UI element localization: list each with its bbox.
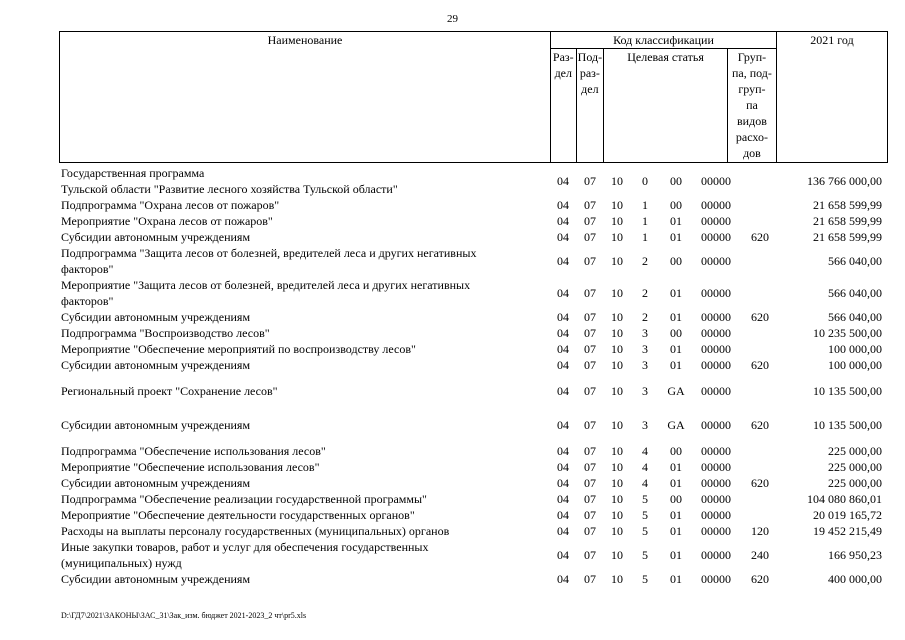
cell-event: 01 bbox=[670, 460, 682, 474]
cell-amount: 21 658 599,99 bbox=[813, 214, 882, 228]
row-name-line: факторов" bbox=[61, 262, 114, 276]
cell-podrazdel: 07 bbox=[584, 198, 596, 212]
row-name-line: Субсидии автономным учреждениям bbox=[61, 476, 251, 490]
cell-razdel: 04 bbox=[557, 174, 569, 188]
cell-direction: 00000 bbox=[701, 358, 731, 372]
row-name-line: Тульской области "Развитие лесного хозяйства Тульской области" bbox=[61, 182, 398, 196]
cell-direction: 00000 bbox=[701, 524, 731, 538]
cell-event: 01 bbox=[670, 476, 682, 490]
row-name bbox=[61, 309, 531, 325]
cell-event: 01 bbox=[670, 214, 682, 228]
cell-razdel: 04 bbox=[557, 230, 569, 244]
cell-direction: 00000 bbox=[701, 310, 731, 324]
cell-subprogram: 3 bbox=[642, 326, 648, 340]
cell-group: 240 bbox=[751, 548, 769, 562]
cell-amount: 19 452 215,49 bbox=[813, 524, 882, 538]
row-name-line: Расходы на выплаты персоналу государственных (муниципальных) органов bbox=[61, 524, 450, 538]
table-header bbox=[59, 31, 888, 163]
cell-amount: 566 040,00 bbox=[828, 254, 882, 268]
cell-amount: 21 658 599,99 bbox=[813, 230, 882, 244]
row-name-line: Подпрограмма "Защита лесов от болезней, вредителей леса и других негативных bbox=[61, 246, 477, 260]
cell-amount: 10 235 500,00 bbox=[813, 326, 882, 340]
row-name-line: Субсидии автономным учреждениям bbox=[61, 572, 251, 586]
cell-amount: 400 000,00 bbox=[828, 572, 882, 586]
row-name bbox=[61, 197, 531, 213]
cell-razdel: 04 bbox=[557, 492, 569, 506]
row-name bbox=[61, 383, 531, 399]
header-razdel: Раз- дел bbox=[551, 49, 577, 163]
cell-amount: 566 040,00 bbox=[828, 310, 882, 324]
cell-event: 01 bbox=[670, 508, 682, 522]
cell-subprogram: 5 bbox=[642, 572, 648, 586]
cell-direction: 00000 bbox=[701, 326, 731, 340]
cell-event: 00 bbox=[670, 254, 682, 268]
cell-podrazdel: 07 bbox=[584, 286, 596, 300]
cell-podrazdel: 07 bbox=[584, 342, 596, 356]
row-name-line: Мероприятие "Защита лесов от болезней, вредителей леса и других негативных bbox=[61, 278, 471, 292]
cell-direction: 00000 bbox=[701, 572, 731, 586]
cell-program: 10 bbox=[611, 444, 623, 458]
cell-razdel: 04 bbox=[557, 548, 569, 562]
cell-direction: 00000 bbox=[701, 214, 731, 228]
cell-subprogram: 2 bbox=[642, 310, 648, 324]
cell-podrazdel: 07 bbox=[584, 572, 596, 586]
row-name bbox=[61, 213, 531, 229]
cell-subprogram: 2 bbox=[642, 286, 648, 300]
header-code: Код классификации bbox=[551, 32, 777, 49]
cell-amount: 10 135 500,00 bbox=[813, 384, 882, 398]
row-name-line: Субсидии автономным учреждениям bbox=[61, 310, 251, 324]
cell-direction: 00000 bbox=[701, 460, 731, 474]
row-name-line: Субсидии автономным учреждениям bbox=[61, 358, 251, 372]
cell-podrazdel: 07 bbox=[584, 326, 596, 340]
cell-razdel: 04 bbox=[557, 418, 569, 432]
cell-podrazdel: 07 bbox=[584, 418, 596, 432]
header-year: 2021 год bbox=[777, 32, 888, 163]
cell-event: 01 bbox=[670, 342, 682, 356]
cell-direction: 00000 bbox=[701, 548, 731, 562]
row-name bbox=[61, 417, 531, 433]
row-name-line: Субсидии автономным учреждениям bbox=[61, 418, 251, 432]
cell-amount: 20 019 165,72 bbox=[813, 508, 882, 522]
row-name bbox=[61, 539, 531, 571]
header-name: Наименование bbox=[60, 32, 551, 163]
cell-razdel: 04 bbox=[557, 476, 569, 490]
cell-event: 01 bbox=[670, 358, 682, 372]
row-name bbox=[61, 245, 531, 277]
cell-direction: 00000 bbox=[701, 384, 731, 398]
cell-amount: 225 000,00 bbox=[828, 460, 882, 474]
cell-group: 620 bbox=[751, 310, 769, 324]
cell-subprogram: 3 bbox=[642, 384, 648, 398]
cell-event: 01 bbox=[670, 572, 682, 586]
header-podrazdel: Под- раз- дел bbox=[576, 49, 604, 163]
cell-podrazdel: 07 bbox=[584, 174, 596, 188]
file-path-footer: D:\ГД7\2021\ЗАКОНЫ\ЗАС_31\Зак_изм. бюджет 2021-2023_2 чт\pr5.xls bbox=[61, 611, 307, 620]
cell-podrazdel: 07 bbox=[584, 508, 596, 522]
cell-podrazdel: 07 bbox=[584, 214, 596, 228]
row-name bbox=[61, 491, 531, 507]
cell-program: 10 bbox=[611, 198, 623, 212]
cell-podrazdel: 07 bbox=[584, 524, 596, 538]
cell-event: GA bbox=[667, 418, 685, 432]
cell-event: 01 bbox=[670, 524, 682, 538]
cell-program: 10 bbox=[611, 524, 623, 538]
cell-direction: 00000 bbox=[701, 508, 731, 522]
row-name bbox=[61, 443, 531, 459]
cell-subprogram: 5 bbox=[642, 548, 648, 562]
cell-subprogram: 1 bbox=[642, 214, 648, 228]
cell-razdel: 04 bbox=[557, 524, 569, 538]
cell-subprogram: 4 bbox=[642, 460, 648, 474]
row-name-line: Подпрограмма "Обеспечение использования лесов" bbox=[61, 444, 326, 458]
cell-event: 01 bbox=[670, 230, 682, 244]
cell-subprogram: 5 bbox=[642, 492, 648, 506]
cell-program: 10 bbox=[611, 214, 623, 228]
cell-subprogram: 3 bbox=[642, 418, 648, 432]
cell-razdel: 04 bbox=[557, 326, 569, 340]
cell-subprogram: 5 bbox=[642, 524, 648, 538]
row-name-line: Иные закупки товаров, работ и услуг для обеспечения государственных bbox=[61, 540, 429, 554]
cell-razdel: 04 bbox=[557, 572, 569, 586]
row-name-line: Государственная программа bbox=[61, 166, 205, 180]
cell-subprogram: 0 bbox=[642, 174, 648, 188]
row-name bbox=[61, 459, 531, 475]
cell-subprogram: 3 bbox=[642, 358, 648, 372]
cell-podrazdel: 07 bbox=[584, 358, 596, 372]
cell-razdel: 04 bbox=[557, 508, 569, 522]
cell-group: 620 bbox=[751, 476, 769, 490]
row-name-line: Мероприятие "Охрана лесов от пожаров" bbox=[61, 214, 273, 228]
cell-razdel: 04 bbox=[557, 460, 569, 474]
cell-amount: 566 040,00 bbox=[828, 286, 882, 300]
cell-program: 10 bbox=[611, 476, 623, 490]
cell-program: 10 bbox=[611, 174, 623, 188]
cell-amount: 136 766 000,00 bbox=[807, 174, 882, 188]
cell-program: 10 bbox=[611, 492, 623, 506]
cell-event: 00 bbox=[670, 444, 682, 458]
cell-program: 10 bbox=[611, 230, 623, 244]
cell-program: 10 bbox=[611, 286, 623, 300]
row-name-line: Мероприятие "Обеспечение использования лесов" bbox=[61, 460, 320, 474]
cell-podrazdel: 07 bbox=[584, 230, 596, 244]
cell-podrazdel: 07 bbox=[584, 444, 596, 458]
cell-amount: 225 000,00 bbox=[828, 476, 882, 490]
cell-event: 01 bbox=[670, 548, 682, 562]
cell-event: 00 bbox=[670, 198, 682, 212]
cell-direction: 00000 bbox=[701, 230, 731, 244]
row-name bbox=[61, 475, 531, 491]
cell-subprogram: 2 bbox=[642, 254, 648, 268]
cell-group: 620 bbox=[751, 230, 769, 244]
cell-group: 120 bbox=[751, 524, 769, 538]
row-name bbox=[61, 357, 531, 373]
cell-event: 00 bbox=[670, 492, 682, 506]
cell-razdel: 04 bbox=[557, 444, 569, 458]
cell-event: 00 bbox=[670, 174, 682, 188]
cell-subprogram: 1 bbox=[642, 230, 648, 244]
cell-program: 10 bbox=[611, 384, 623, 398]
cell-event: GA bbox=[667, 384, 685, 398]
cell-podrazdel: 07 bbox=[584, 476, 596, 490]
row-name bbox=[61, 571, 531, 587]
row-name-line: Субсидии автономным учреждениям bbox=[61, 230, 251, 244]
cell-group: 620 bbox=[751, 418, 769, 432]
cell-program: 10 bbox=[611, 418, 623, 432]
cell-event: 01 bbox=[670, 310, 682, 324]
row-name-line: Подпрограмма "Охрана лесов от пожаров" bbox=[61, 198, 280, 212]
cell-direction: 00000 bbox=[701, 418, 731, 432]
cell-razdel: 04 bbox=[557, 214, 569, 228]
cell-razdel: 04 bbox=[557, 342, 569, 356]
cell-amount: 104 080 860,01 bbox=[807, 492, 882, 506]
row-name-line: Мероприятие "Обеспечение мероприятий по воспроизводству лесов" bbox=[61, 342, 416, 356]
row-name-line: Мероприятие "Обеспечение деятельности государственных органов" bbox=[61, 508, 415, 522]
cell-amount: 166 950,23 bbox=[828, 548, 882, 562]
row-name bbox=[61, 341, 531, 357]
cell-podrazdel: 07 bbox=[584, 460, 596, 474]
cell-razdel: 04 bbox=[557, 358, 569, 372]
cell-amount: 21 658 599,99 bbox=[813, 198, 882, 212]
row-name bbox=[61, 277, 531, 309]
cell-subprogram: 5 bbox=[642, 508, 648, 522]
page-number: 29 bbox=[447, 13, 458, 25]
cell-podrazdel: 07 bbox=[584, 384, 596, 398]
cell-event: 01 bbox=[670, 286, 682, 300]
cell-podrazdel: 07 bbox=[584, 310, 596, 324]
cell-direction: 00000 bbox=[701, 342, 731, 356]
row-name-line: факторов" bbox=[61, 294, 114, 308]
cell-direction: 00000 bbox=[701, 198, 731, 212]
header-celevaya: Целевая статья bbox=[604, 49, 728, 163]
cell-program: 10 bbox=[611, 460, 623, 474]
row-name-line: Подпрограмма "Обеспечение реализации государственной программы" bbox=[61, 492, 427, 506]
cell-subprogram: 3 bbox=[642, 342, 648, 356]
row-name bbox=[61, 523, 531, 539]
cell-direction: 00000 bbox=[701, 286, 731, 300]
cell-subprogram: 4 bbox=[642, 444, 648, 458]
cell-program: 10 bbox=[611, 572, 623, 586]
cell-amount: 100 000,00 bbox=[828, 358, 882, 372]
cell-group: 620 bbox=[751, 572, 769, 586]
cell-subprogram: 1 bbox=[642, 198, 648, 212]
row-name-line: Региональный проект "Сохранение лесов" bbox=[61, 384, 278, 398]
cell-direction: 00000 bbox=[701, 492, 731, 506]
cell-razdel: 04 bbox=[557, 310, 569, 324]
cell-subprogram: 4 bbox=[642, 476, 648, 490]
row-name-line: Подпрограмма "Воспроизводство лесов" bbox=[61, 326, 270, 340]
cell-program: 10 bbox=[611, 342, 623, 356]
cell-razdel: 04 bbox=[557, 286, 569, 300]
row-name bbox=[61, 507, 531, 523]
cell-program: 10 bbox=[611, 326, 623, 340]
cell-direction: 00000 bbox=[701, 444, 731, 458]
cell-group: 620 bbox=[751, 358, 769, 372]
cell-event: 00 bbox=[670, 326, 682, 340]
cell-amount: 10 135 500,00 bbox=[813, 418, 882, 432]
row-name-line: (муниципальных) нужд bbox=[61, 556, 182, 570]
cell-program: 10 bbox=[611, 508, 623, 522]
cell-program: 10 bbox=[611, 358, 623, 372]
cell-podrazdel: 07 bbox=[584, 548, 596, 562]
cell-podrazdel: 07 bbox=[584, 254, 596, 268]
header-gruppa: Груп- па, под- груп- па видов расхо- дов bbox=[727, 49, 776, 163]
cell-podrazdel: 07 bbox=[584, 492, 596, 506]
cell-razdel: 04 bbox=[557, 384, 569, 398]
cell-program: 10 bbox=[611, 254, 623, 268]
cell-program: 10 bbox=[611, 548, 623, 562]
cell-razdel: 04 bbox=[557, 198, 569, 212]
row-name bbox=[61, 229, 531, 245]
row-name bbox=[61, 325, 531, 341]
cell-razdel: 04 bbox=[557, 254, 569, 268]
cell-amount: 225 000,00 bbox=[828, 444, 882, 458]
cell-direction: 00000 bbox=[701, 174, 731, 188]
cell-program: 10 bbox=[611, 310, 623, 324]
cell-amount: 100 000,00 bbox=[828, 342, 882, 356]
cell-direction: 00000 bbox=[701, 476, 731, 490]
row-name bbox=[61, 165, 531, 197]
cell-direction: 00000 bbox=[701, 254, 731, 268]
